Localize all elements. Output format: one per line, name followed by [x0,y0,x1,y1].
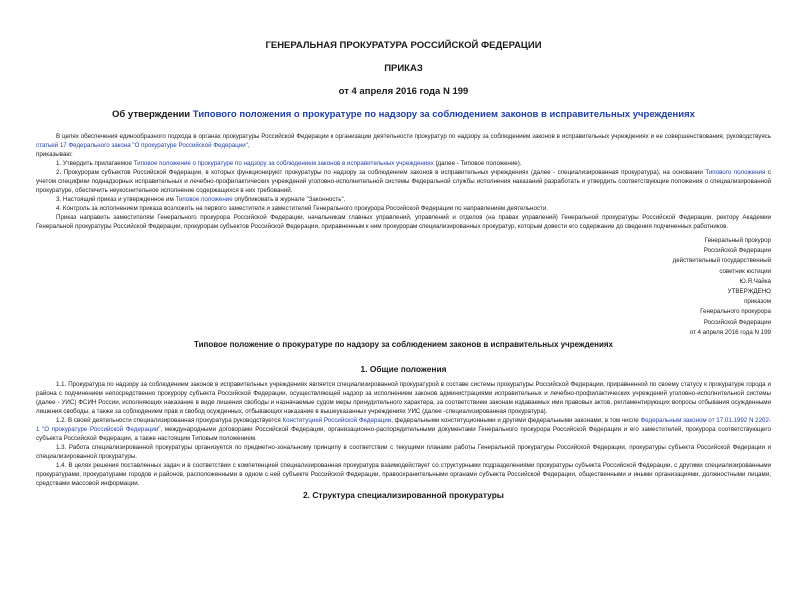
item-1-text-b: (далее - Типовое положение). [433,160,522,167]
item-5: Приказ направить заместителям Генерального прокурора Российской Федерации, начальникам главных управлений, управлений и отделов (на правах управлений) Генеральной прокуратуры Российской Федерации, ректору Академии Генеральной прокуратуры Российской Федерации, прокурорам субъектов Российской Федерации, приравненным к ним прокурорам специализированных прокуратур, которым довести его содержание до сведения подчиненных работников. [36,214,771,230]
signature-line: советник юстиции [719,267,771,275]
intro-text-2: , [247,142,250,149]
doc-date-heading: от 4 апреля 2016 года N 199 [338,86,469,97]
signature-line: Российской Федерации [703,247,771,255]
prikazyvayu-text: приказываю: [36,151,73,158]
law-article-link[interactable]: статьей 17 Федерального закона "О прокуратуре Российской Федерации" [36,142,248,149]
constitution-link[interactable]: Конституцией Российской Федерации [282,417,392,425]
item-3-link[interactable]: Типовое положение [175,196,233,203]
para-1-1: 1.1. Прокуратура по надзору за соблюдением законов в исправительных учреждениях является специализированной прокуратурой в составе системы прокуратуры Российской Федерации, приравненной по своему статусу к прокуратуре города и района с подчинением непосредственно прокурору субъекта Российской Федерации, осуществляющей надзор за исполнением законов администрациями исправительных и лечебно-профилактических учреждений уголовно-исполнительной системы (далее - УИС) ФСИН России, исполняющих наказание в виде лишения свободы и назначаемые судом меры принудительного характера, за соответствием законам издаваемых ими правовых актов, регламентирующих вопросы отбывания осужденными лишения свободы, а также за соблюдением прав и свобод осужденных, отбывающих наказание в вышеуказанных учреждениях УИС (далее -специализированная прокуратура). [36,381,771,416]
item-1 [36,159,771,168]
para-1-2-text-c: , международными договорами Российской Федерации, организационно-распорядительными документами Генерального прокурора Российской Федерации и его заместителей, прокурора соответствующего субъекта Российской Федерации, а также настоящим Типовым положением. [36,426,771,443]
approval-line: Генерального прокурора [700,308,771,316]
para-1-2 [36,416,771,443]
item-2-text-b: с учетом специфики поднадзорных исправительных и лечебно-профилактических учреждений уголовно-исполнительной системы Федеральной службы исполнения наказаний разработать и утвердить соответствующие положения о специализированной прокуратуре, обеспечить неукоснительное исполнение содержащихся в них требований. [36,169,771,194]
item-2-text-a: 2. Прокурорам субъектов Российской Федерации, в которых функционируют прокуратуры по надзору за соблюдением законов в исправительных учреждениях (далее - специализированная прокуратура), на основании [56,169,706,176]
typovoe-title: Типовое положение о прокуратуре по надзору за соблюдением законов в исправительных учреждениях [194,340,613,350]
approval-line: Российской Федерации [703,318,771,326]
approval-line: УТВЕРЖДЕНО [727,288,771,296]
approval-line: приказом [744,298,771,306]
para-1-3: 1.3. Работа специализированной прокуратуры организуется по предметно-зональному принципу в соответствии с текущими планами работы Генеральной прокуратуры Российской Федерации, прокуратуры субъекта Российской Федерации и специализированной прокуратуры. [36,444,771,461]
item-3-text-b: опубликовать в журнале "Законность". [232,196,346,203]
section-1-heading: 1. Общие положения [360,364,447,375]
doc-title-prefix: Об утверждении [112,109,193,120]
signature-line: Генеральный прокурор [704,237,771,244]
signature-line: Ю.Я.Чайка [739,277,771,285]
item-2-link[interactable]: Типового положения [705,169,766,176]
item-1-text-a: 1. Утвердить прилагаемое [56,160,134,167]
signature-line: действительный государственный [672,257,771,265]
signature-block [36,236,771,338]
item-1-link[interactable]: Типовое положение о прокуратуре по надзору за соблюдением законов в исправительных учреждениях [133,160,434,167]
doc-title [36,109,771,121]
item-3 [36,195,771,204]
doc-type-heading: ПРИКАЗ [384,63,423,74]
intro-paragraph [36,132,771,150]
para-1-2-text-a: 1.2. В своей деятельности специализированная прокуратура руководствуется [56,417,283,425]
item-2 [36,168,771,195]
para-1-2-text-b: , федеральными конституционными и другими федеральными законами, в том числе [391,417,641,425]
approval-line: от 4 апреля 2016 года N 199 [689,328,771,336]
federal-law-link[interactable]: Федеральным законом от 17.01.1992 N 2202-1 "О прокуратуре Российской Федерации" [36,417,771,434]
org-heading: ГЕНЕРАЛЬНАЯ ПРОКУРАТУРА РОССИЙСКОЙ ФЕДЕРАЦИИ [265,40,542,51]
para-1-4: 1.4. В целях решения поставленных задач и в соответствии с компетенцией специализированная прокуратура взаимодействует со структурными подразделениями прокуратуры субъекта Российской Федерации, с другими специализированными прокуратурами, прокуратурами городов и районов, расположенными в одном с ней субъекте Российской Федерации, правоохранительными органами субъекта Российской Федерации, общественными и иными организациями, должностными лицами, средствами массовой информации. [36,462,771,488]
item-3-text-a: 3. Настоящий приказ и утвержденное им [56,196,176,203]
intro-text-1: В целях обеспечения единообразного подхода в органах прокуратуры Российской Федерации к организации деятельности прокуратур по надзору за соблюдением законов в исправительных учреждениях и ее совершенствования, руководствуясь [56,133,771,140]
item-4: 4. Контроль за исполнением приказа возложить на первого заместителя и заместителей Генерального прокурора Российской Федерации по направлениям деятельности. [56,205,549,212]
doc-title-link[interactable]: Типового положения о прокуратуре по надзору за соблюдением законов в исправительных учреждениях [192,109,695,120]
document-page [0,40,807,611]
section-2-heading: 2. Структура специализированной прокуратуры [303,490,504,501]
